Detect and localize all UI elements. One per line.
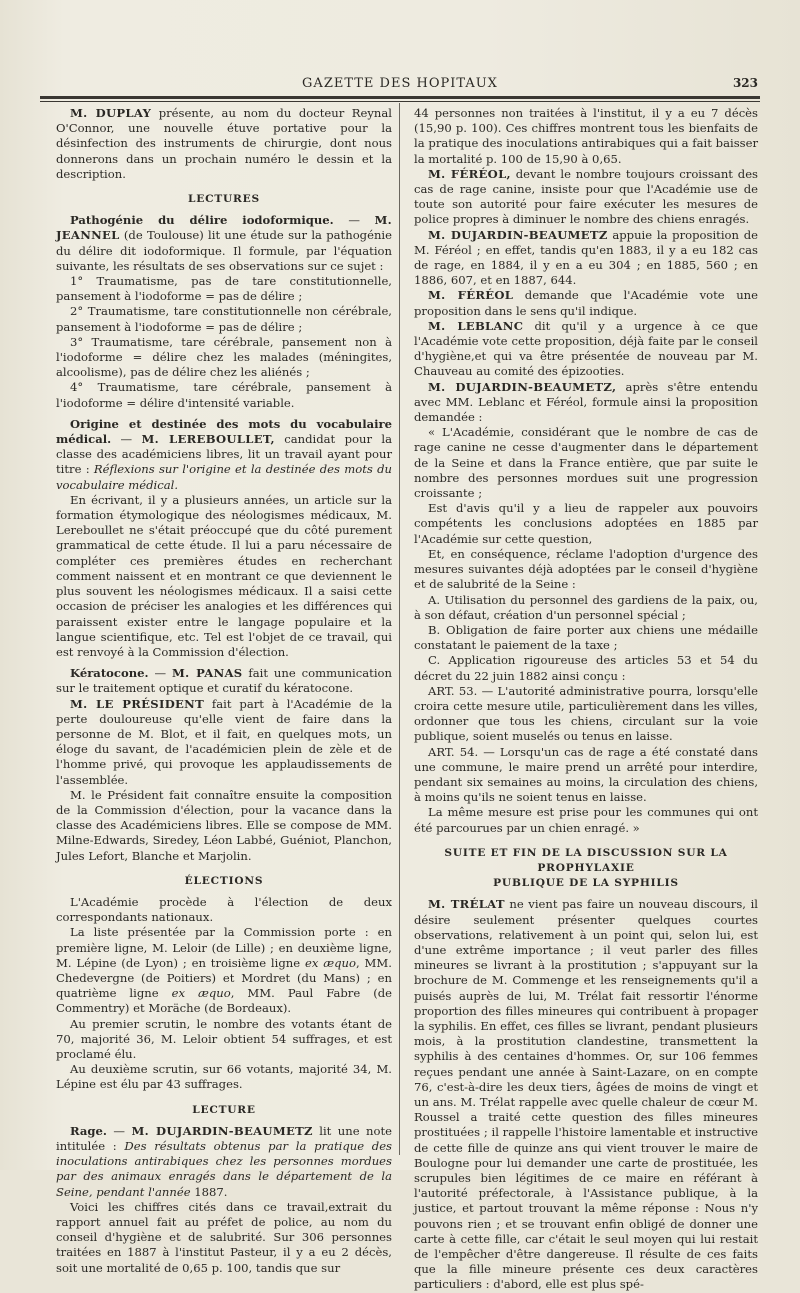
paragraph-text: dit qu'il y a urgence à ce que l'Académie vote cette proposition, déjà faite par le conseil d'hygiène,et qui va être présentée de nouveau par M. Chauveau au comité des épizooties. xyxy=(414,318,758,379)
speaker-name: M. DUJARDIN-BEAUMETZ xyxy=(131,1123,313,1138)
paragraph-duplay xyxy=(56,106,392,182)
paragraph-dujardin-1 xyxy=(414,228,758,289)
paragraph-text: après s'être entendu avec MM. Leblanc et Féréol, formule ainsi la proposition demandée : xyxy=(414,379,758,425)
paragraph-text: candidat pour la classe des académiciens libres, lit un travail ayant pour titre : xyxy=(56,432,392,477)
equation-2: 2° Traumatisme, tare constitutionnelle non cérébrale, pansement à l'iodoforme = pas de délire ; xyxy=(56,304,392,334)
paragraph-keratocone xyxy=(56,666,392,696)
latin-term: ex æquo xyxy=(304,955,356,970)
header-rule-thin xyxy=(40,101,760,102)
left-column xyxy=(56,106,392,1276)
section-heading-syphilis-2: PUBLIQUE DE LA SYPHILIS xyxy=(493,877,679,890)
paragraph-text: fait part à l'Académie de la perte douloureuse qu'elle vient de faire dans la personne de M. Blot, et il fait, en quelques mots, un éloge du savant, de l'académicien plein de zèle et de l'homme privé, qui provoque les applaudissements de l'assemblée. xyxy=(56,696,392,787)
paragraph-dujardin-2 xyxy=(414,380,758,426)
paragraph-text: (de Toulouse) lit une étude sur la pathogénie du délire dit iodoformique. Il formule, par l'équation suivante, les résultats de ses observations sur ce sujet : xyxy=(56,228,392,273)
speaker-name: M. LEREBOULLET, xyxy=(141,432,275,447)
work-title: Réflexions sur l'origine et la destinée des mots du vocabulaire médical. xyxy=(56,462,392,492)
paragraph-leblanc xyxy=(414,319,758,380)
paragraph-trelat xyxy=(414,897,758,1292)
paragraph-elections-1: L'Académie procède à l'élection de deux correspondants nationaux. xyxy=(56,894,392,925)
paragraph-pathogenie xyxy=(56,213,392,274)
section-heading-syphilis-1: SUITE ET FIN DE LA DISCUSSION SUR LA PROPHYLAXIE xyxy=(444,846,728,874)
article-title: Pathogénie du délire iodoformique. xyxy=(70,213,334,228)
page-number: 323 xyxy=(732,76,758,90)
paragraph-elections-3: Au premier scrutin, le nombre des votants étant de 70, majorité 36, M. Leloir obtient 54 suffrages, et est proclamé élu. xyxy=(56,1016,392,1061)
journal-title: GAZETTE DES HOPITAUX xyxy=(302,76,498,91)
speaker-name: M. LE PRÉSIDENT xyxy=(70,696,205,711)
measure-c: C. Application rigoureuse des articles 53 et 54 du décret du 22 juin 1882 ainsi conçu : xyxy=(414,653,758,683)
speaker-name: M. FÉRÉOL, xyxy=(428,166,511,181)
speaker-name: M. JEANNEL xyxy=(56,213,392,243)
header-rule xyxy=(40,96,760,99)
equation-4: 4° Traumatisme, tare cérébrale, pansement à l'iodoforme = délire d'intensité variable. xyxy=(56,380,392,410)
section-heading-elections: ÉLECTIONS xyxy=(184,874,264,887)
dash: — xyxy=(106,1123,132,1138)
text: La liste présentée par la Commission porte : en première ligne, M. Leloir (de Lille) ; en deuxième ligne, M. Lépine (de Lyon) ; en troisième ligne xyxy=(56,925,392,970)
text: , MM. Paul Fabre (de Commentry) et Moräche (de Bordeaux). xyxy=(56,986,392,1016)
paragraph-elections-4: Au deuxième scrutin, sur 66 votants, majorité 34, M. Lépine est élu par 43 suffrages. xyxy=(56,1062,392,1092)
speaker-name: M. DUJARDIN-BEAUMETZ xyxy=(428,227,608,242)
page-header xyxy=(40,74,760,96)
equation-1: 1° Traumatisme, pas de tare constitutionnelle, pansement à l'iodoforme = pas de délire ; xyxy=(56,274,392,304)
section-heading-lecture: LECTURE xyxy=(192,1103,256,1116)
work-title: Des résultats obtenus par la pratique des inoculations antirabiques chez les personnes mordues par des animaux enragés dans le département de la Seine, pendant l'année xyxy=(56,1139,393,1199)
text: , MM. Chedevergne (de Poitiers) et Mordret (du Mans) ; en quatrième ligne xyxy=(56,955,392,1001)
quote-4: La même mesure est prise pour les communes qui ont été parcourues par un chien enragé. » xyxy=(414,805,758,835)
speaker-name: M. DUJARDIN-BEAUMETZ, xyxy=(428,379,617,394)
speaker-name: M. TRÉLAT xyxy=(428,897,505,912)
quote-1: « L'Académie, considérant que le nombre de cas de rage canine ne cesse d'augmenter dans le département de la Seine et dans la France entière, que par suite le nombre des personnes mordues suit une progression croissante ; xyxy=(414,425,758,501)
dash: — xyxy=(111,432,142,447)
paragraph-origine-2: En écrivant, il y a plusieurs années, un article sur la formation étymologique des néologismes médicaux, M. Lereboullet ne s'était préoccupé que du côté purement grammatical de cette étude. Il lui a paru nécessaire de compléter ces premières études en recherchant comment naissent et en montrant ce que deviennent le plus souvent les néologismes médicaux. Il a saisi cette occasion de préciser les analogies et les différences qui paraissent exister entre le langage populaire et la langue scientifique, etc. Tel est l'objet de ce travail, qui est renvoyé à la Commission d'élection. xyxy=(56,492,392,659)
paragraph-text: demande que l'Académie vote une proposition dans le sens qu'il indique. xyxy=(414,288,758,318)
paragraph-text: présente, au nom du docteur Reynal O'Connor, une nouvelle étuve portative pour la désinfection des instruments de chirurgie, dont nous donnerons dans un prochain numéro le dessin et la description. xyxy=(56,106,393,181)
paragraph-fereol-1 xyxy=(414,167,758,228)
measure-b: B. Obligation de faire porter aux chiens une médaille constatant le paiement de la taxe ; xyxy=(414,622,758,653)
dash: — xyxy=(333,213,375,228)
article-54: ART. 54. — Lorsqu'un cas de rage a été constaté dans une commune, le maire prend un arrêté pour interdire, pendant six semaines au moins, la circulation des chiens, à moins qu'ils ne soient tenus en laisse. xyxy=(414,744,758,805)
article-title: Origine et destinée des mots du vocabulaire médical. xyxy=(56,416,392,447)
speaker-name: M. FÉRÉOL xyxy=(428,288,514,303)
section-heading-lectures: LECTURES xyxy=(187,193,260,206)
paragraph-rage xyxy=(56,1124,392,1200)
paragraph-fereol-2 xyxy=(414,288,758,318)
latin-term: ex æquo xyxy=(171,986,231,1001)
paragraph-text: lit une note intitulée : xyxy=(56,1123,393,1153)
article-53: ART. 53. — L'autorité administrative pourra, lorsqu'elle croira cette mesure utile, particulièrement dans les villes, ordonner que tous les chiens, circulant sur la voie publique, soient muselés ou tenus en laisse. xyxy=(414,683,758,744)
paragraph-rage-2: Voici les chiffres cités dans ce travail,extrait du rapport annuel fait au préfet de police, au nom du conseil d'hygiène et de salubrité. Sur 306 personnes traitées en 1887 à l'institut Pasteur, il y a eu 2 décès, soit une mortalité de 0,65 p. 100, tandis que sur xyxy=(56,1199,392,1275)
speaker-name: M. DUPLAY xyxy=(70,106,152,120)
speaker-name: M. PANAS xyxy=(172,666,243,681)
quote-2: Est d'avis qu'il y a lieu de rappeler aux pouvoirs compétents les conclusions adoptées en 1885 par l'Académie sur cette question, xyxy=(414,501,758,546)
speaker-name: M. LEBLANC xyxy=(428,318,524,333)
dash: — xyxy=(148,666,173,681)
measure-a: A. Utilisation du personnel des gardiens de la paix, ou, à son défaut, création d'un personnel spécial ; xyxy=(414,592,758,622)
quote-3: Et, en conséquence, réclame l'adoption d'urgence des mesures suivantes déjà adoptées par le conseil d'hygiène et de salubrité de la Seine : xyxy=(414,546,758,592)
equation-3: 3° Traumatisme, tare cérébrale, pansement non à l'iodoforme = délire chez les malades (méningites, alcoolisme), pas de délire chez les aliénés ; xyxy=(56,334,392,380)
right-column xyxy=(414,106,758,1293)
paragraph-text: appuie la proposition de M. Féréol ; en effet, tandis qu'en 1883, il y a eu 182 cas de rage, en 1884, il y en a eu 304 ; en 1885, 560 ; en 1886, 607, et en 1887, 644. xyxy=(414,227,758,288)
article-title: Kératocone. xyxy=(70,666,149,681)
paragraph-commission: M. le Président fait connaître ensuite la composition de la Commission d'élection, pour la vacance dans la classe des Académiciens libres. Elle se compose de MM. Milne-Edwards, Siredey, Léon Labbé, Guéniot, Planchon, Jules Lefort, Blanche et Marjolin. xyxy=(56,787,392,863)
paragraph-president xyxy=(56,697,392,788)
paragraph-text: devant le nombre toujours croissant des cas de rage canine, insiste pour que l'Académie use de toute son autorité pour faire exécuter les mesures de police propres à diminuer le nombre des chiens enragés. xyxy=(414,166,759,227)
year: 1887. xyxy=(190,1184,228,1199)
paragraph-elections-2 xyxy=(56,925,392,1016)
paragraph-origine xyxy=(56,417,392,493)
paragraph-text: ne vient pas faire un nouveau discours, il désire seulement présenter quelques courtes observations, relativement à un point qui, selon lui, est d'une extrême importance ; il veut parler des filles mineures se livrant à la prostitution ; s'appuyant sur la brochure de M. Commenge et les renseignements qu'il a puisés auprès de lui, M. Trélat fait ressortir l'énorme proportion des filles mineures qui contribuent à propager la syphilis. En effet, ces filles se livrant, pendant plusieurs mois, à la prostitution clandestine, transmettent la syphilis à des centaines d'hommes. Or, sur 106 femmes reçues pendant une année à Saint-Lazare, on en compte 76, c'est-à-dire les deux tiers, âgées de moins de vingt et un ans. M. Trélat rappelle avec quelle chaleur de cœur M. Roussel a traité cette question des filles mineures prostituées ; il rappelle l'histoire lamentable et instructive de cette fille de quinze ans qui vient trouver le maire de Boulogne pour lui demander une carte de prostituée, les scrupules bien légitimes de ce maire en référant à l'autorité préfectorale, à l'Assistance publique, à la justice, et partout trouvant la même réponse : Nous n'y pouvons rien ; et se trouvant enfin obligé de donner une carte à cette fille, car c'était le seul moyen qui lui restait de l'empêcher d'être dangereuse. Il résulte de ces faits que la fille mineure présente ces deux caractères particuliers : d'abord, elle est plus spé- xyxy=(414,897,758,1292)
article-title: Rage. xyxy=(70,1123,107,1138)
paragraph-continued: 44 personnes non traitées à l'institut, il y a eu 7 décès (15,90 p. 100). Ces chiffres montrent tous les bienfaits de la pratique des inoculations antirabiques qui a fait baisser la mortalité p. 100 de 15,90 à 0,65. xyxy=(414,106,758,166)
paragraph-text: fait une communication sur le traitement optique et curatif du kératocone. xyxy=(56,666,392,696)
column-divider xyxy=(399,103,400,1155)
